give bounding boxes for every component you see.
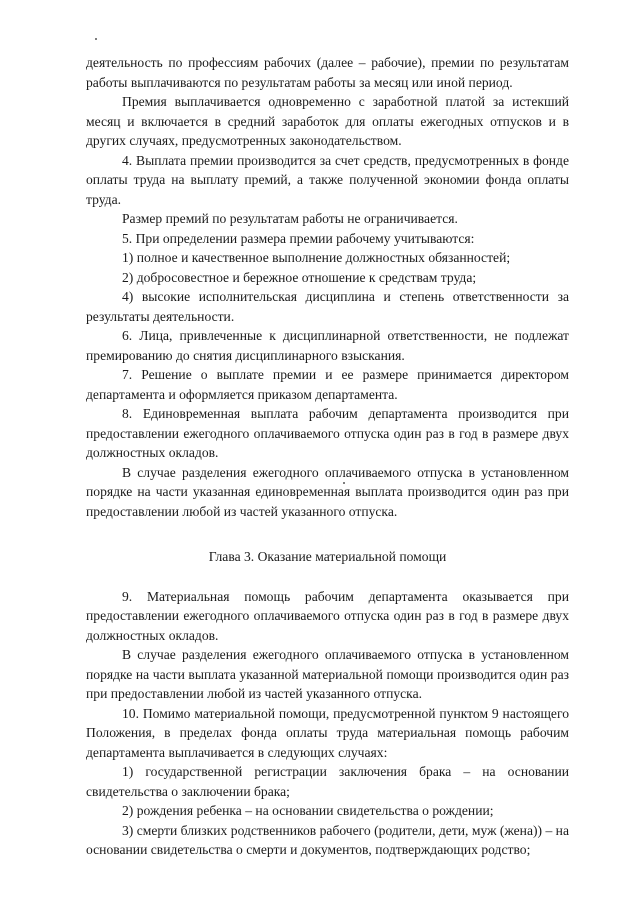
paragraph: 3) смерти близких родственников рабочего (родители, дети, муж (жена)) – на основании свидетельства о смерти и документов, подтверждающих родство; — [86, 822, 569, 857]
paragraph: 5. При определении размера премии рабочему учитываются: — [122, 230, 475, 246]
scan-speck — [95, 38, 97, 40]
paragraph: 2) добросовестное и бережное отношение к средствам труда; — [122, 269, 477, 285]
paragraph: 1) полное и качественное выполнение должностных обязанностей; — [122, 250, 511, 265]
paragraph: 6. Лица, привлеченные к дисциплинарной ответственности, не подлежат премированию до снятия дисциплинарного взыскания. — [86, 328, 569, 363]
paragraph: 10. Помимо материальной помощи, предусмотренной пунктом 9 настоящего Положения, в пределах фонда оплаты труда материальная помощь рабочим департамента выплачивается в следующих случаях: — [86, 705, 569, 760]
chapter-heading: Глава 3. Оказание материальной помощи — [208, 549, 447, 564]
paragraph: 4) высокие исполнительская дисциплина и степень ответственности за результаты деятельности. — [86, 289, 569, 324]
paragraph: 9. Материальная помощь рабочим департамента оказывается при предоставлении ежегодного оплачиваемого отпуска один раз в год в размере двух должностных окладов. — [86, 588, 569, 643]
section-material-aid-paragraphs — [86, 587, 569, 860]
paragraph: 8. Единовременная выплата рабочим департамента производится при предоставлении ежегодного оплачиваемого отпуска один раз в год в размере двух должностных окладов. — [86, 406, 569, 460]
paragraph: Размер премий по результатам работы не ограничивается. — [122, 211, 458, 226]
paragraph: деятельность по профессиям рабочих (далее – рабочие), премии по результатам работы выплачиваются по результатам работы за месяц или иной период. — [86, 55, 569, 90]
paragraph: В случае разделения ежегодного оплачиваемого отпуска в установленном порядке на части выплата указанной материальной помощи производится один раз при предоставлении любой из частей указанного отпуска. — [86, 647, 569, 701]
paragraph: 4. Выплата премии производится за счет средств, предусмотренных в фонде оплаты труда на выплату премий, а также полученной экономии фонда оплаты труда. — [86, 152, 569, 207]
paragraph: Премия выплачивается одновременно с заработной платой за истекший месяц и включается в средний заработок для оплаты ежегодных отпусков и в других случаях, предусмотренных законодательством. — [86, 94, 569, 148]
paragraph: 7. Решение о выплате премии и ее размере принимается директором департамента и оформляется приказом департамента. — [86, 367, 569, 402]
document-body — [86, 53, 569, 860]
section-bonus-paragraphs — [86, 53, 569, 521]
paragraph: 2) рождения ребенка – на основании свидетельства о рождении; — [122, 803, 494, 818]
paragraph: 1) государственной регистрации заключения брака – на основании свидетельства о заключении брака; — [86, 764, 569, 799]
paragraph: В случае разделения ежегодного оплачиваемого отпуска в установленном порядке на части указанная единовременная выплата производится один раз при предоставлении любой из частей указанного отпуска. — [86, 464, 569, 519]
